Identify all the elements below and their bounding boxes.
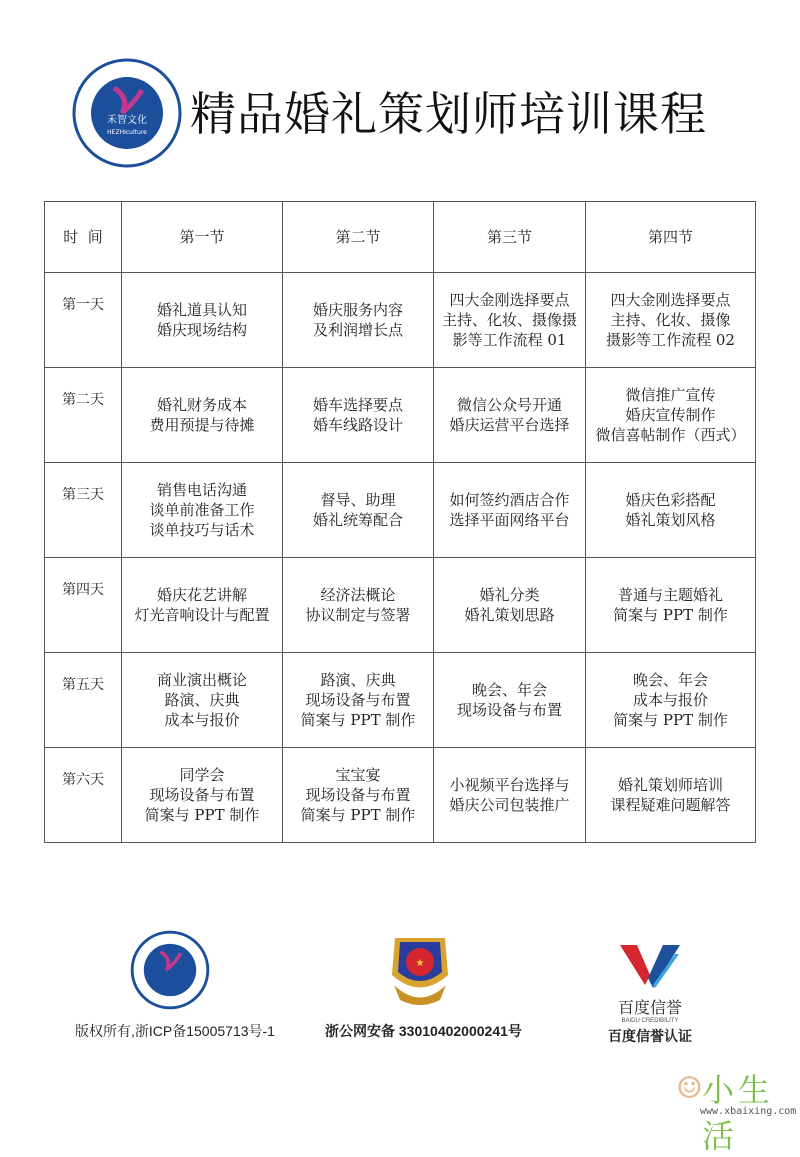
baidu-text: 百度信誉认证	[608, 1028, 692, 1044]
session-1-cell: 同学会 现场设备与布置 简案与 PPT 制作	[122, 748, 283, 843]
hezhi-logo-small	[130, 930, 210, 1010]
session-1-cell: 销售电话沟通 谈单前准备工作 谈单技巧与话术	[122, 463, 283, 558]
session-2-cell: 宝宝宴 现场设备与布置 简案与 PPT 制作	[283, 748, 434, 843]
table-row	[45, 653, 756, 748]
session-3-cell: 小视频平台选择与 婚庆公司包装推广	[434, 748, 586, 843]
session-3-cell: 婚礼分类 婚礼策划思路	[434, 558, 586, 653]
svg-text:禾智文化: 禾智文化	[107, 115, 147, 126]
session-1-cell: 婚礼道具认知 婚庆现场结构	[122, 273, 283, 368]
session-1-cell: 婚礼财务成本 费用预提与待摊	[122, 368, 283, 463]
cartoon-figure-icon: ☺	[676, 1071, 703, 1106]
day-label: 第五天	[45, 653, 122, 748]
session-2-cell: 路演、庆典 现场设备与布置 简案与 PPT 制作	[283, 653, 434, 748]
session-2-cell: 婚庆服务内容 及利润增长点	[283, 273, 434, 368]
svg-text:HEZHIculture: HEZHIculture	[107, 129, 147, 136]
copyright-block	[75, 930, 275, 1041]
header-session-3: 第三节	[434, 202, 586, 273]
svg-text:★: ★	[415, 958, 425, 969]
police-text: 浙公网安备 33010402000241号	[325, 1023, 522, 1039]
session-4-cell: 婚庆色彩搭配 婚礼策划风格	[586, 463, 756, 558]
session-1-cell: 商业演出概论 路演、庆典 成本与报价	[122, 653, 283, 748]
header-time: 时 间	[45, 202, 122, 273]
session-2-cell: 督导、助理 婚礼统筹配合	[283, 463, 434, 558]
watermark	[672, 1065, 797, 1155]
baidu-logo-cn: 百度信誉	[617, 1000, 682, 1017]
page-title: 精品婚礼策划师培训课程	[190, 87, 707, 141]
table-header-row	[45, 202, 756, 273]
police-block	[325, 930, 522, 1041]
session-4-cell: 四大金刚选择要点 主持、化妆、摄像 摄影等工作流程 02	[586, 273, 756, 368]
table-row	[45, 463, 756, 558]
session-3-cell: 如何签约酒店合作 选择平面网络平台	[434, 463, 586, 558]
session-3-cell: 四大金刚选择要点 主持、化妆、摄像摄 影等工作流程 01	[434, 273, 586, 368]
session-4-cell: 婚礼策划师培训 课程疑难问题解答	[586, 748, 756, 843]
day-label: 第一天	[45, 273, 122, 368]
table-row	[45, 273, 756, 368]
table-row	[45, 748, 756, 843]
session-2-cell: 婚车选择要点 婚车线路设计	[283, 368, 434, 463]
header-session-2: 第二节	[283, 202, 434, 273]
baidu-block	[590, 940, 710, 1046]
day-label: 第三天	[45, 463, 122, 558]
session-2-cell: 经济法概论 协议制定与签署	[283, 558, 434, 653]
watermark-url: www.xbaixing.com	[700, 1106, 797, 1117]
course-schedule-table	[44, 201, 756, 843]
watermark-text: 小生活	[702, 1071, 775, 1155]
table-row	[45, 558, 756, 653]
baidu-v-logo-icon	[615, 940, 685, 990]
session-3-cell: 微信公众号开通 婚庆运营平台选择	[434, 368, 586, 463]
baidu-logo-en: BAIDU CREDIBILITY	[621, 1018, 679, 1024]
hezhi-logo	[72, 58, 182, 168]
session-3-cell: 晚会、年会 现场设备与布置	[434, 653, 586, 748]
day-label: 第六天	[45, 748, 122, 843]
table-row	[45, 368, 756, 463]
session-4-cell: 普通与主题婚礼 简案与 PPT 制作	[586, 558, 756, 653]
session-4-cell: 微信推广宣传 婚庆宣传制作 微信喜帖制作（西式）	[586, 368, 756, 463]
header-session-4: 第四节	[586, 202, 756, 273]
session-1-cell: 婚庆花艺讲解 灯光音响设计与配置	[122, 558, 283, 653]
day-label: 第四天	[45, 558, 122, 653]
session-4-cell: 晚会、年会 成本与报价 简案与 PPT 制作	[586, 653, 756, 748]
header-session-1: 第一节	[122, 202, 283, 273]
police-emblem-icon	[380, 930, 460, 1010]
copyright-text: 版权所有,浙ICP备15005713号-1	[75, 1023, 275, 1039]
day-label: 第二天	[45, 368, 122, 463]
